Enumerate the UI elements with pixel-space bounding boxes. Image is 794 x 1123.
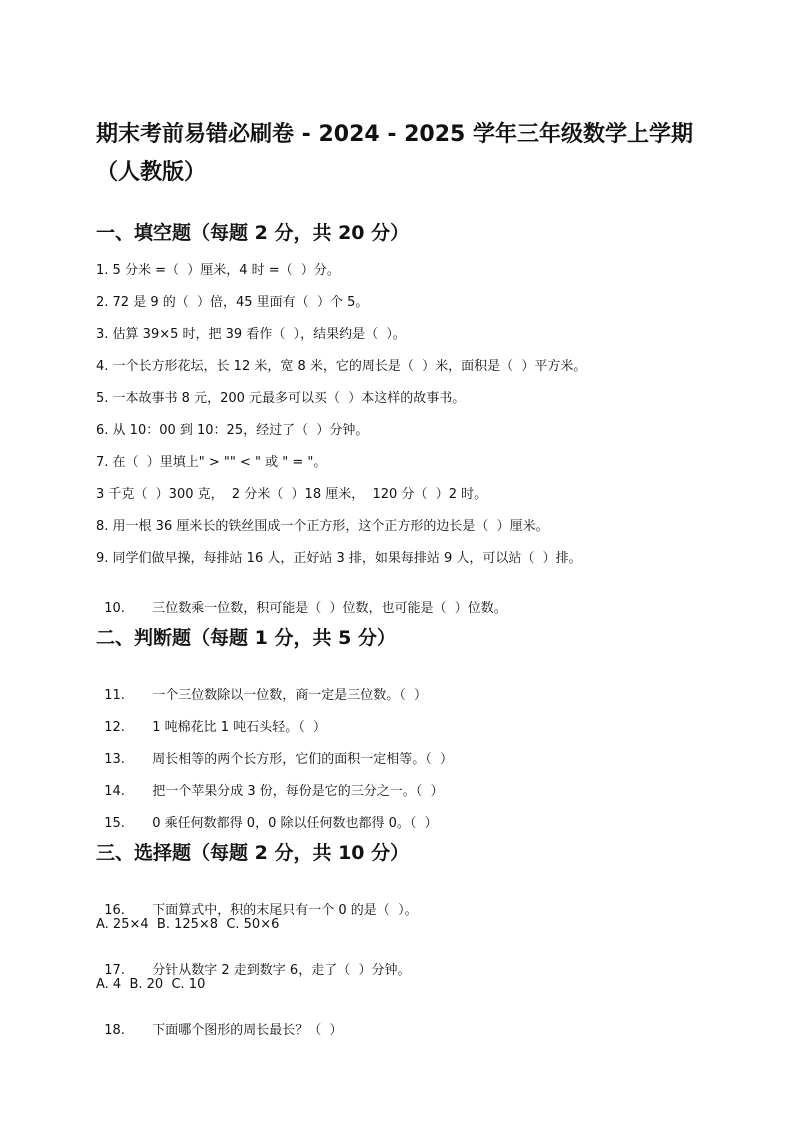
question-16 [96, 884, 418, 920]
question-6: 6. 从 10：00 到 10：25，经过了（ ）分钟。 [96, 423, 369, 438]
question-number: 13. [104, 752, 125, 767]
question-number: 18. [104, 1023, 125, 1038]
question-5: 5. 一本故事书 8 元，200 元最多可以买（ ）本这样的故事书。 [96, 391, 466, 406]
question-text: 三位数乘一位数，积可能是（ ）位数，也可能是（ ）位数。 [152, 601, 507, 616]
question-3: 3. 估算 39×5 时，把 39 看作（ ），结果约是（ ）。 [96, 327, 406, 342]
question-text: 下面算式中，积的末尾只有一个 0 的是（ ）。 [152, 903, 418, 918]
section-heading-true-false: 二、判断题（每题 1 分，共 5 分） [96, 627, 396, 649]
question-7: 7. 在（ ）里填上" > "" < " 或 " = "。 [96, 455, 327, 470]
question-text: 一个三位数除以一位数，商一定是三位数。（ ） [152, 688, 428, 703]
question-number: 16. [104, 903, 125, 918]
question-text: 周长相等的两个长方形，它们的面积一定相等。（ ） [152, 752, 454, 767]
question-18 [96, 1004, 343, 1040]
question-12 [96, 701, 326, 737]
question-2: 2. 72 是 9 的（ ）倍，45 里面有（ ）个 5。 [96, 295, 369, 310]
question-8: 8. 用一根 36 厘米长的铁丝围成一个正方形，这个正方形的边长是（ ）厘米。 [96, 519, 549, 534]
question-14 [96, 765, 444, 801]
question-7-items: 3 千克（ ）300 克， 2 分米（ ）18 厘米， 120 分（ ）2 时。 [96, 487, 488, 502]
question-number: 15. [104, 816, 125, 831]
question-10 [96, 582, 507, 618]
section-heading-fill-blank: 一、填空题（每题 2 分，共 20 分） [96, 222, 410, 244]
question-16-options: A. 25×4 B. 125×8 C. 50×6 [96, 917, 280, 932]
question-text: 分针从数字 2 走到数字 6，走了（ ）分钟。 [152, 963, 411, 978]
question-number: 17. [104, 963, 125, 978]
question-17-options: A. 4 B. 20 C. 10 [96, 977, 206, 992]
question-1: 1. 5 分米 =（ ）厘米，4 时 =（ ）分。 [96, 263, 340, 278]
question-4: 4. 一个长方形花坛，长 12 米，宽 8 米，它的周长是（ ）米，面积是（ ）平方米。 [96, 359, 587, 374]
question-text: 0 乘任何数都得 0，0 除以任何数也都得 0。（ ） [152, 816, 438, 831]
question-11 [96, 669, 427, 705]
page-title: 期末考前易错必刷卷 - 2024 - 2025 学年三年级数学上学期（人教版） [96, 122, 694, 185]
question-15 [96, 797, 438, 833]
question-number: 11. [104, 688, 125, 703]
question-17 [96, 944, 410, 980]
question-text: 把一个苹果分成 3 份，每份是它的三分之一。（ ） [152, 784, 444, 799]
question-text: 下面哪个图形的周长最长？（ ） [152, 1023, 343, 1038]
question-number: 10. [104, 601, 125, 616]
question-number: 14. [104, 784, 125, 799]
question-13 [96, 733, 453, 769]
question-number: 12. [104, 720, 125, 735]
section-heading-multiple-choice: 三、选择题（每题 2 分，共 10 分） [96, 842, 410, 864]
question-text: 1 吨棉花比 1 吨石头轻。（ ） [152, 720, 326, 735]
question-9: 9. 同学们做早操，每排站 16 人，正好站 3 排，如果每排站 9 人，可以站（ ）排。 [96, 551, 582, 566]
